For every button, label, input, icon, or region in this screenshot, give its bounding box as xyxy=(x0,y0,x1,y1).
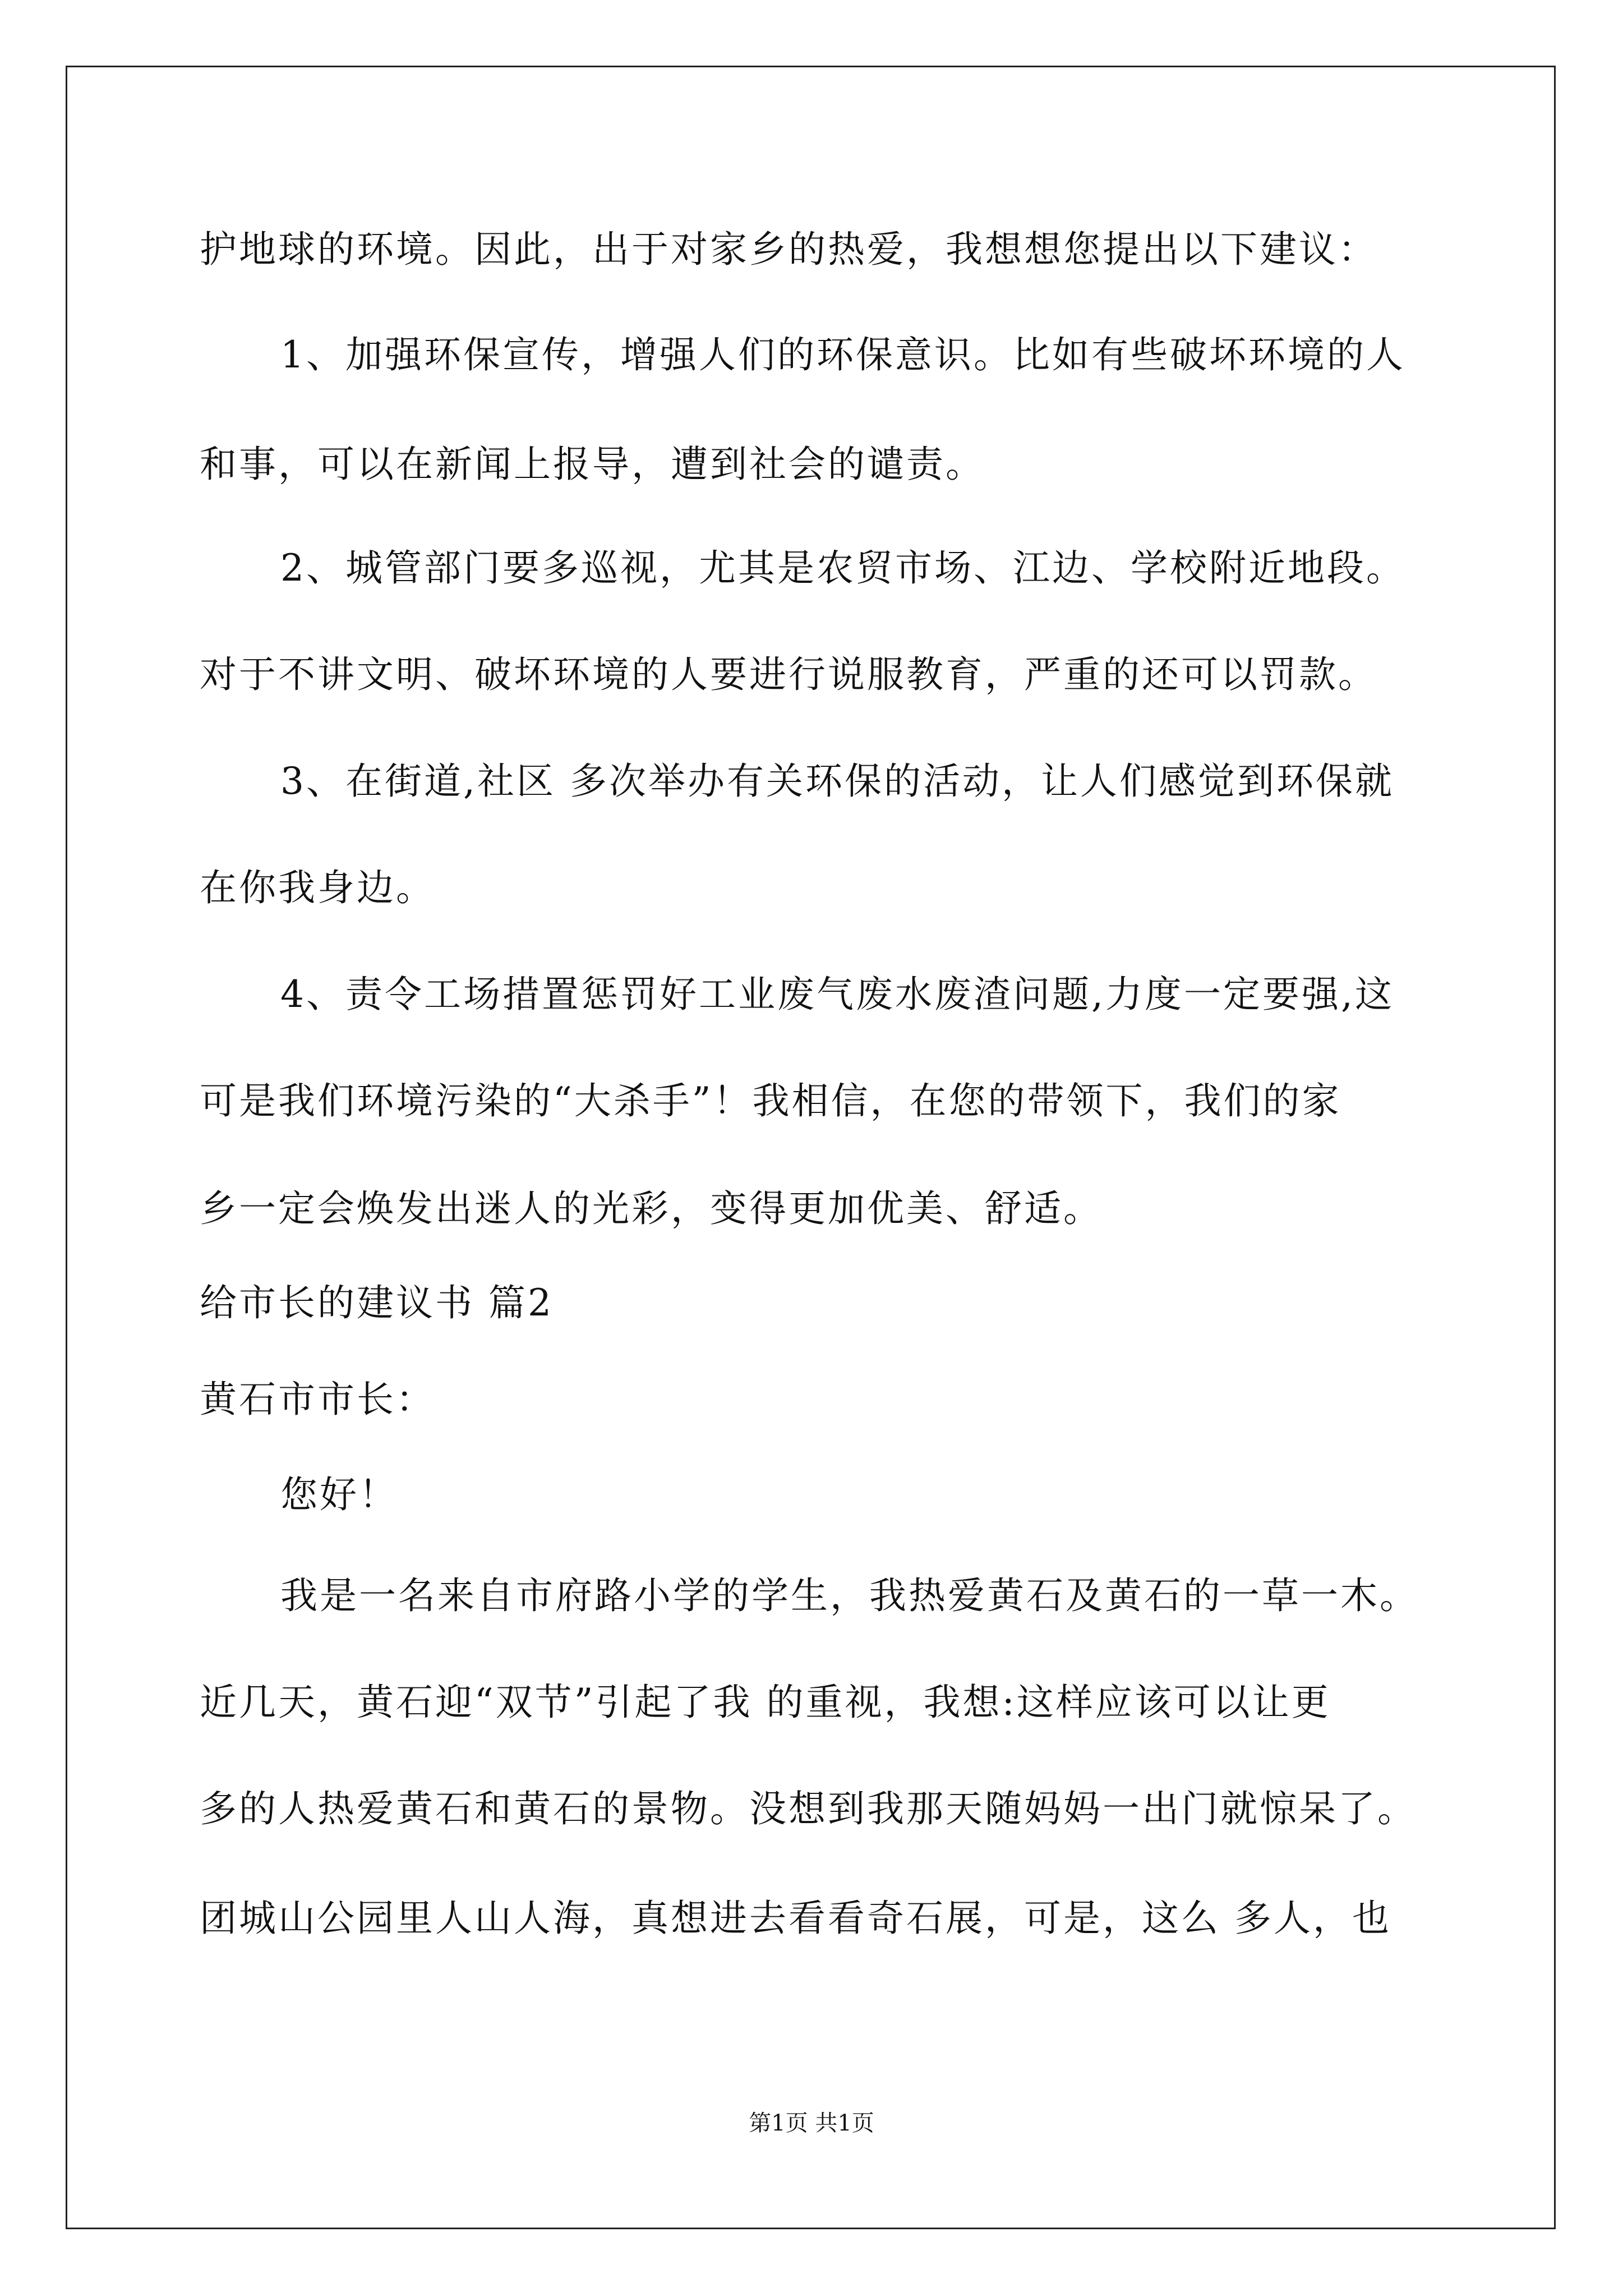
text-line: 团城山公园里人山人海，真想进去看看奇石展，可是，这么 多人，也 xyxy=(200,1897,1391,1940)
greeting: 您好！ xyxy=(280,1473,398,1516)
salutation: 黄石市市长： xyxy=(200,1378,435,1421)
text-line: 护地球的环境。因此，出于对家乡的热爱，我想想您提出以下建议： xyxy=(200,228,1377,271)
text-line: 3、在街道,社区 多次举办有关环保的活动，让人们感觉到环保就 xyxy=(280,760,1394,803)
text-line: 乡一定会焕发出迷人的光彩，变得更加优美、舒适。 xyxy=(200,1187,1103,1230)
text-line: 1、加强环保宣传，增强人们的环保意识。比如有些破坏环境的人 xyxy=(280,333,1405,376)
page-footer: 第1页 共1页 xyxy=(749,2110,874,2136)
section-heading: 给市长的建议书 篇2 xyxy=(200,1281,554,1324)
text-line: 4、责令工场措置惩罚好工业废气废水废渣问题,力度一定要强,这 xyxy=(280,973,1394,1016)
text-line: 我是一名来自市府路小学的学生，我热爱黄石及黄石的一草一木。 xyxy=(280,1574,1419,1617)
text-line: 可是我们环境污染的“大杀手”！我相信，在您的带领下，我们的家 xyxy=(200,1079,1341,1122)
text-line: 和事，可以在新闻上报导，遭到社会的谴责。 xyxy=(200,443,985,486)
text-line: 2、城管部门要多巡视，尤其是农贸市场、江边、学校附近地段。 xyxy=(280,546,1405,590)
text-line: 近几天，黄石迎“双节”引起了我 的重视，我想:这样应该可以让更 xyxy=(200,1681,1331,1724)
text-line: 多的人热爱黄石和黄石的景物。没想到我那天随妈妈一出门就惊呆了。 xyxy=(200,1787,1417,1830)
text-line: 对于不讲文明、破坏环境的人要进行说服教育，严重的还可以罚款。 xyxy=(200,653,1377,696)
text-line: 在你我身边。 xyxy=(200,866,435,909)
